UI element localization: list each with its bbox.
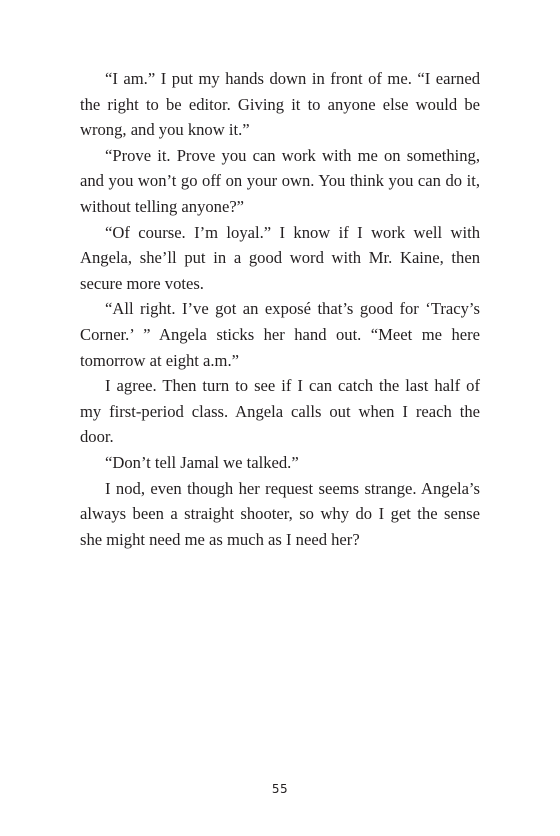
paragraph-3: “Of course. I’m loyal.” I know if I work well with Angela, she’ll put in a good word with Mr. Kaine, then secure more votes.	[80, 222, 480, 293]
paragraph-4: “All right. I’ve got an exposé that’s good for ‘Tracy’s Corner.’ ” Angela sticks her hand out. “Meet me here tomorrow at eight a.m.”	[80, 299, 480, 370]
paragraph-6: “Don’t tell Jamal we talked.”	[105, 452, 299, 472]
paragraph-7: I nod, even though her request seems strange. Angela’s always been a straight shooter, so why do I get the sense she might need me as much as I need her?	[80, 478, 480, 549]
body-text	[80, 66, 480, 552]
paragraph-5: I agree. Then turn to see if I can catch the last half of my first-period class. Angela calls out when I reach the door.	[80, 376, 480, 447]
paragraph-1: “I am.” I put my hands down in front of me. “I earned the right to be editor. Giving it to anyone else would be wrong, and you know it.”	[80, 69, 480, 140]
paragraph-2: “Prove it. Prove you can work with me on something, and you won’t go off on your own. You think you can do it, without telling anyone?”	[80, 145, 480, 216]
page-number: 55	[271, 782, 289, 796]
